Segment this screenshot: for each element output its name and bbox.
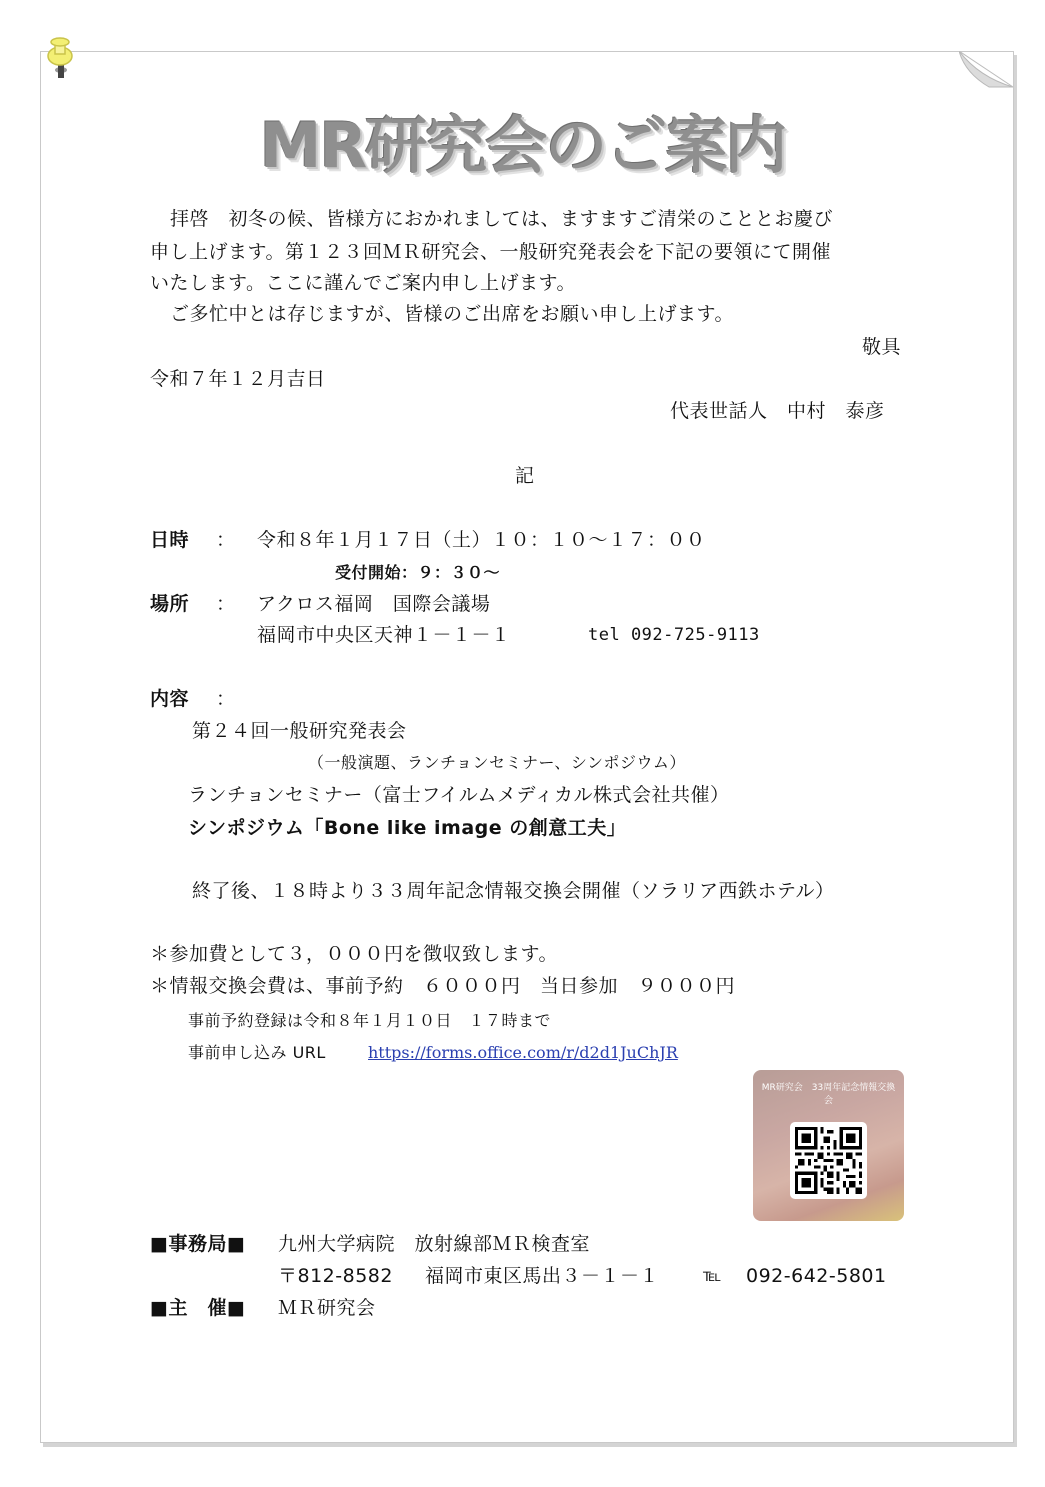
signer: 代表世話人 中村 泰彦	[670, 400, 885, 422]
ki-heading: 記	[515, 465, 535, 487]
issue-date: 令和７年１２月吉日	[150, 368, 326, 390]
page-title: MR研究会のご案内	[259, 109, 786, 182]
fee-deadline: 事前予約登録は令和８年１月１０日 １７時まで	[188, 1011, 552, 1030]
greeting-line-2: 申し上げます。第１２３回ＭＲ研究会、一般研究発表会を下記の要領にて開催	[150, 241, 831, 263]
registration-link[interactable]: https://forms.office.com/r/d2d1JuChJR	[368, 1043, 678, 1062]
content-item-1: 第２４回一般研究発表会	[192, 720, 407, 742]
datetime-colon: ：	[216, 529, 236, 551]
office-postal: 〒812-8582	[278, 1265, 393, 1287]
content-after: 終了後、１８時より３３周年記念情報交換会開催（ソラリア西鉄ホテル）	[192, 880, 835, 902]
closing-keigu: 敬具	[862, 336, 902, 358]
office-label: ■事務局■	[150, 1233, 246, 1255]
content-item-2: ランチョンセミナー（富士フイルムメディカル株式会社共催）	[188, 784, 730, 806]
content-label: 内容	[150, 688, 190, 710]
venue-name: アクロス福岡 国際会議場	[257, 593, 491, 615]
qr-code[interactable]	[790, 1122, 867, 1199]
venue-colon: ：	[216, 593, 236, 615]
office-tel-label: ℡	[703, 1266, 722, 1286]
venue-label: 場所	[150, 593, 190, 615]
qr-caption: MR研究会 33周年記念情報交換会	[761, 1083, 896, 1106]
content-item-3: シンポジウム「Bone like image の創意工夫」	[188, 817, 627, 839]
office-address: 福岡市東区馬出３－１－１	[425, 1265, 660, 1287]
greeting-line-1: 拝啓 初冬の候、皆様方におかれましては、ますますご清栄のこととお慶び	[170, 208, 834, 230]
content-item-1-sub: （一般演題、ランチョンセミナー、シンポジウム）	[308, 753, 686, 772]
content-colon: ：	[216, 688, 236, 710]
host-label: ■主 催■	[150, 1297, 246, 1319]
venue-address: 福岡市中央区天神１－１－１	[257, 624, 511, 646]
datetime-label: 日時	[150, 529, 190, 551]
page-curl-icon	[959, 51, 1013, 89]
fee-line-2: ＊情報交換会費は、事前予約 ６０００円 当日参加 ９０００円	[150, 975, 736, 997]
pushpin-icon	[44, 34, 76, 84]
venue-tel: tel 092-725-9113	[588, 625, 760, 645]
datetime-value: 令和８年１月１７日（土）１０：１０～１７：００	[257, 529, 706, 551]
reception-start: 受付開始：９：３０～	[335, 563, 501, 582]
greeting-line-3: いたします。ここに謹んでご案内申し上げます。	[150, 272, 576, 294]
fee-line-1: ＊参加費として３，０００円を徴収致します。	[150, 943, 558, 965]
host-name: ＭＲ研究会	[278, 1297, 376, 1319]
office-name: 九州大学病院 放射線部ＭＲ検査室	[278, 1233, 591, 1255]
fee-url-label: 事前申し込み URL	[188, 1043, 326, 1062]
office-tel: 092-642-5801	[746, 1265, 887, 1287]
qr-card	[753, 1070, 904, 1221]
greeting-line-4: ご多忙中とは存じますが、皆様のご出席をお願い申し上げます。	[170, 303, 734, 325]
qr-code-icon	[795, 1127, 862, 1194]
